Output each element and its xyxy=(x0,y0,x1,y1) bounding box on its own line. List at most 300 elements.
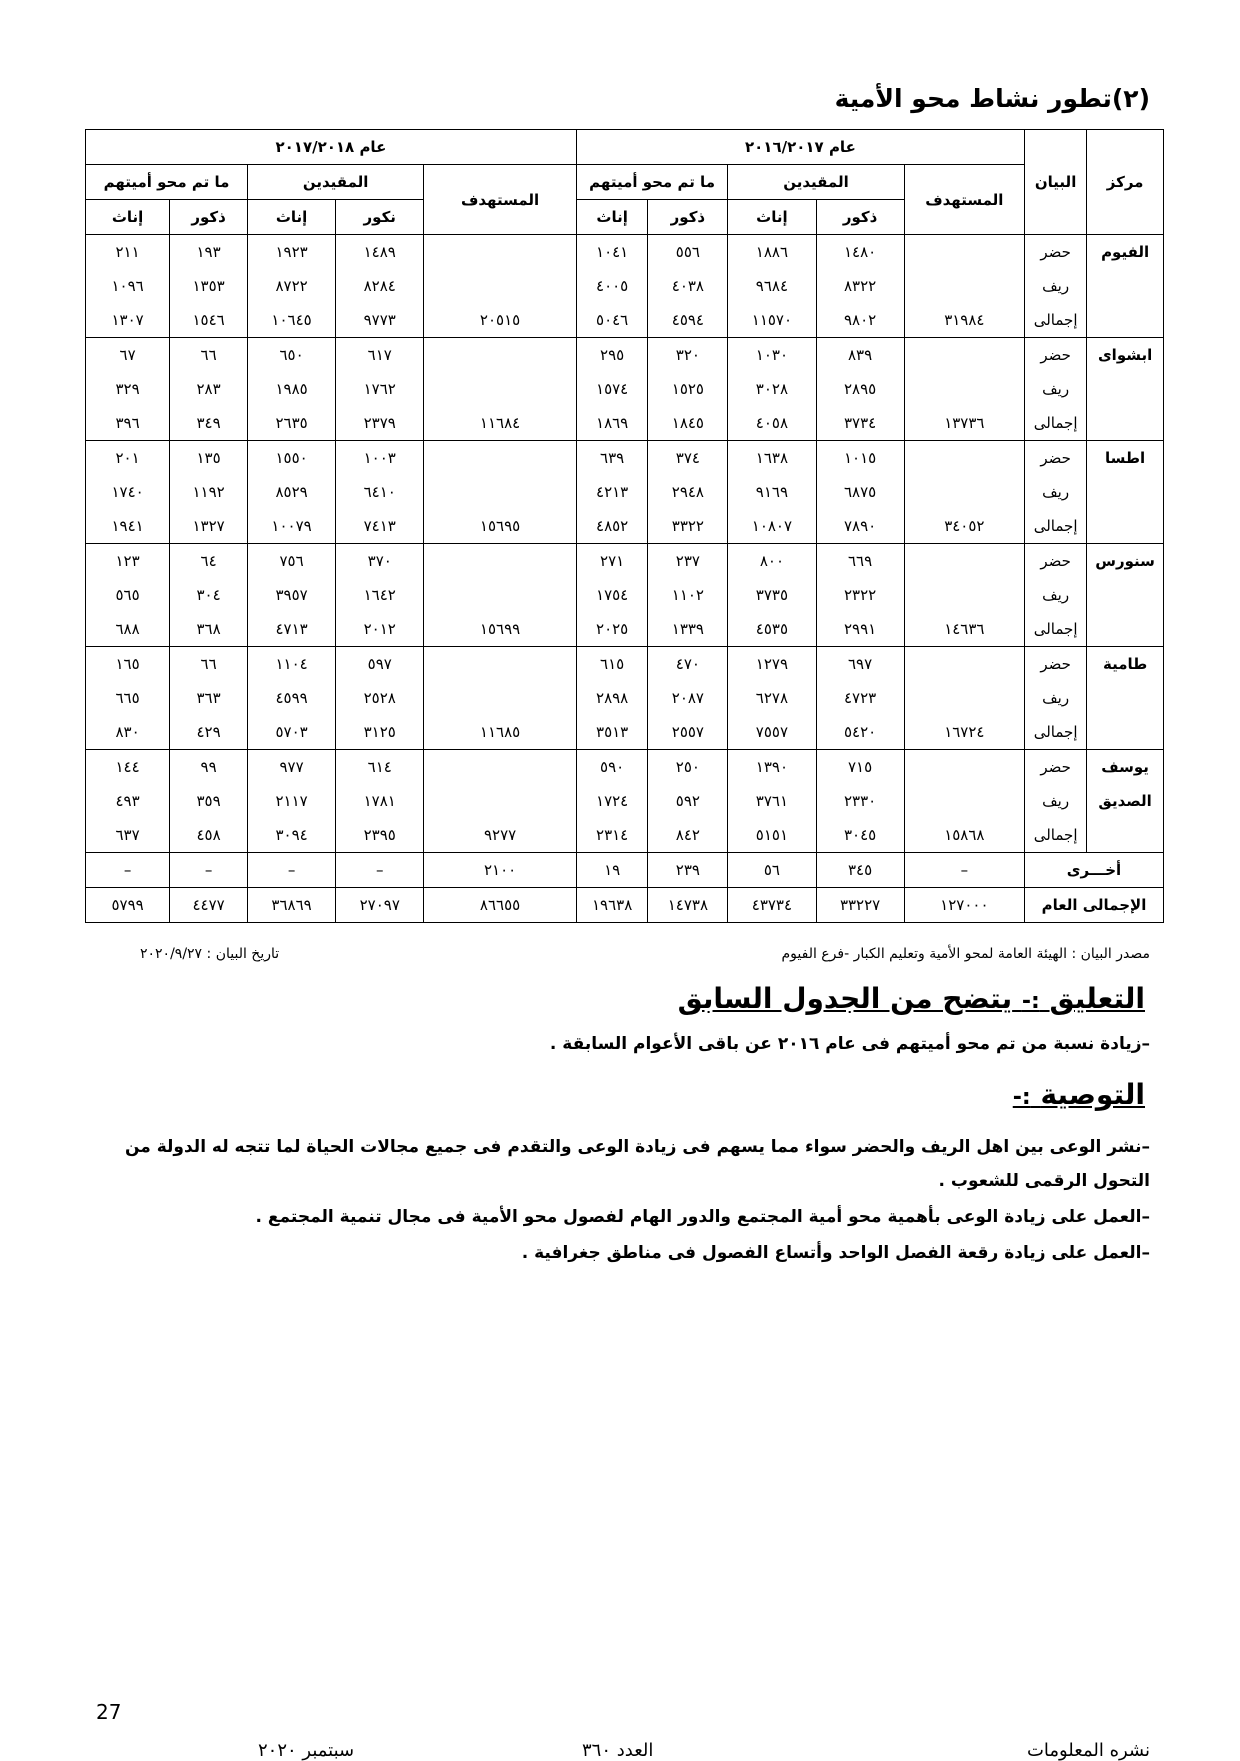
value-2016: ٥٩٠ xyxy=(600,758,625,776)
value-2016-column xyxy=(728,544,816,647)
value-2016: ٧٨٩٠ xyxy=(843,517,877,535)
target-2017-cell: ٩٢٧٧ xyxy=(483,826,517,844)
value-2017-column xyxy=(86,647,170,750)
value-2016: ٣٧٣٤ xyxy=(843,414,877,432)
total-cell: ٨٦٦٥٥ xyxy=(424,888,577,923)
value-2016: ٤٠٣٨ xyxy=(671,277,704,295)
value-2017: ١٠٠٣ xyxy=(363,449,396,467)
value-2016: ٣٠٢٨ xyxy=(755,380,789,398)
target-2017-cell: ١١٦٨٤ xyxy=(479,414,521,432)
header-female: إناث xyxy=(86,200,170,235)
value-2017: ١٣٥ xyxy=(196,449,221,467)
value-2016: ٤٨٥٢ xyxy=(596,517,629,535)
recommendation-title: التوصية xyxy=(1040,1078,1145,1111)
value-2017: ٦٥٠ xyxy=(279,346,304,364)
value-2016: ١٣٣٩ xyxy=(671,620,704,638)
value-2017: ١٢٣ xyxy=(115,552,140,570)
value-2016: ١٧٥٤ xyxy=(596,586,629,604)
header-target-2017: المستهدف xyxy=(424,165,577,235)
value-2017: ٦٤ xyxy=(200,552,217,570)
value-2016-column xyxy=(728,750,816,853)
row-type-column xyxy=(1025,750,1087,853)
value-2017: ١١٠٤ xyxy=(275,655,308,673)
target-2017-cell xyxy=(424,647,576,681)
value-2017: ٥٧٠٣ xyxy=(275,723,308,741)
total-cell: ٣٦٨٦٩ xyxy=(247,888,335,923)
value-2016-column xyxy=(576,338,648,441)
value-2017: ٣٢٩ xyxy=(115,380,140,398)
target-2017-cell xyxy=(424,338,576,372)
value-2016-column xyxy=(576,544,648,647)
other-cell: ٣٤٥ xyxy=(816,853,904,888)
value-2016: ١٨٦٩ xyxy=(596,414,629,432)
value-2016: ٢٧١ xyxy=(600,552,625,570)
value-2016: ٣٢٠ xyxy=(675,346,700,364)
value-2017: ٣٦٨ xyxy=(196,620,221,638)
table-row xyxy=(86,441,1164,544)
value-2016: ٢٨٩٨ xyxy=(596,689,629,707)
value-2017-column xyxy=(247,235,335,338)
target-2017-column xyxy=(424,647,577,750)
row-type-column xyxy=(1025,544,1087,647)
value-2016: ٢٠٢٥ xyxy=(596,620,629,638)
target-2017-cell xyxy=(424,235,576,269)
value-2016: ٥٥٦ xyxy=(675,243,700,261)
value-2016: ٩٦٨٤ xyxy=(755,277,789,295)
target-2016-column xyxy=(904,750,1024,853)
header-male: نكور xyxy=(336,200,424,235)
value-2017: ٦٦ xyxy=(200,346,217,364)
value-2017: ٣٦٣ xyxy=(196,689,221,707)
target-2016-cell xyxy=(905,475,1024,509)
target-2017-cell xyxy=(424,578,576,612)
value-2016: ٦٩٧ xyxy=(848,655,873,673)
value-2017: ١٦٥ xyxy=(115,655,140,673)
other-cell: ١٩ xyxy=(576,853,648,888)
value-2017-column xyxy=(247,441,335,544)
data-date: تاريخ البيان : ٢٠٢٠/٩/٢٧ xyxy=(140,946,280,962)
value-2016: ٣٣٢٢ xyxy=(671,517,704,535)
value-2016: ٤٧٢٣ xyxy=(843,689,877,707)
value-2017: ١٦٤٢ xyxy=(363,586,396,604)
comment-subtitle: يتضح من الجدول السابق xyxy=(677,982,1013,1015)
value-2017: ٢٥٢٨ xyxy=(363,689,396,707)
value-2017: ٢٣٩٥ xyxy=(363,826,396,844)
value-2016-column xyxy=(648,338,728,441)
value-2017-column xyxy=(86,750,170,853)
value-2016-column xyxy=(816,647,904,750)
value-2016: ١٠٣٠ xyxy=(755,346,789,364)
value-2017: ١٩٨٥ xyxy=(275,380,308,398)
value-2016: ٨٣٢٢ xyxy=(843,277,877,295)
value-2017: ٤٢٩ xyxy=(196,723,221,741)
value-2017: ١٣٥٣ xyxy=(192,277,225,295)
value-2016: ٣٧٣٥ xyxy=(755,586,789,604)
row-type: ريف xyxy=(1042,277,1070,295)
row-type: حضر xyxy=(1040,243,1071,261)
value-2017: ١٠٩٦ xyxy=(111,277,144,295)
other-cell: – xyxy=(904,853,1024,888)
total-cell: ١٢٧٠٠٠ xyxy=(904,888,1024,923)
value-2017: ٦٦٥ xyxy=(115,689,140,707)
target-2016-column xyxy=(904,544,1024,647)
page-title: (٢)تطور نشاط محو الأمية xyxy=(834,84,1150,113)
value-2017: ٤٩٣ xyxy=(115,792,140,810)
value-2016-column xyxy=(576,441,648,544)
value-2017: ١٩٢٣ xyxy=(275,243,308,261)
row-type: ريف xyxy=(1042,483,1070,501)
target-2016-cell: ١٦٧٢٤ xyxy=(944,723,985,741)
value-2017: ٨٥٢٩ xyxy=(275,483,308,501)
value-2017-column xyxy=(336,750,424,853)
value-2016: ٤٧٠ xyxy=(675,655,700,673)
target-2016-cell: ١٥٨٦٨ xyxy=(944,826,985,844)
value-2017: ٥٦٥ xyxy=(115,586,140,604)
value-2016: ١٠٨٠٧ xyxy=(751,517,793,535)
row-type: ريف xyxy=(1042,792,1070,810)
row-type: ريف xyxy=(1042,380,1070,398)
value-2017: ٢٦٣٥ xyxy=(275,414,308,432)
value-2017: ٩٩ xyxy=(200,758,217,776)
header-enrolled-2016: المقيدين xyxy=(728,165,904,200)
header-statement: البيان xyxy=(1025,130,1087,235)
target-2016-column xyxy=(904,235,1024,338)
value-2016: ٢٣٧ xyxy=(675,552,700,570)
header-target-2016: المستهدف xyxy=(904,165,1024,235)
row-type: إجمالى xyxy=(1033,414,1078,432)
target-2017-column xyxy=(424,750,577,853)
total-cell: ٤٤٧٧ xyxy=(170,888,248,923)
value-2016: ٢٣٣٠ xyxy=(843,792,877,810)
recommendation-separator: :- xyxy=(1012,1085,1031,1110)
value-2017-column xyxy=(336,544,424,647)
value-2017-column xyxy=(86,441,170,544)
value-2017: ١٩٤١ xyxy=(111,517,144,535)
value-2016: ١٦٣٨ xyxy=(755,449,789,467)
target-2016-cell xyxy=(905,544,1024,578)
value-2017: ١٩٣ xyxy=(196,243,221,261)
value-2016: ٥٠٤٦ xyxy=(596,311,629,329)
target-2017-cell: ١١٦٨٥ xyxy=(479,723,521,741)
value-2017-column xyxy=(170,441,248,544)
recommendation-item: –العمل على زيادة الوعى بأهمية محو أمية المجتمع والدور الهام لفصول محو الأمية فى مجال تنمية المجتمع . xyxy=(255,1207,1150,1227)
row-type: ريف xyxy=(1042,586,1070,604)
value-2016: ٤٢١٣ xyxy=(596,483,629,501)
value-2016: ٣٧٤ xyxy=(675,449,700,467)
row-type: إجمالى xyxy=(1033,311,1078,329)
value-2016: ٤٠٥٨ xyxy=(755,414,789,432)
table-row xyxy=(86,235,1164,338)
row-type: ريف xyxy=(1042,689,1070,707)
value-2017: ١٥٤٦ xyxy=(192,311,225,329)
target-2016-cell: ١٤٦٣٦ xyxy=(944,620,985,638)
value-2017: ١٠٦٤٥ xyxy=(271,311,312,329)
value-2016: ٦٦٩ xyxy=(848,552,873,570)
target-2017-cell xyxy=(424,475,576,509)
header-female: إناث xyxy=(576,200,648,235)
row-type-column xyxy=(1025,235,1087,338)
value-2017: ١٧٤٠ xyxy=(111,483,144,501)
value-2016: ٦٣٩ xyxy=(600,449,625,467)
row-type-column xyxy=(1025,441,1087,544)
row-type-column xyxy=(1025,338,1087,441)
table-row xyxy=(86,544,1164,647)
target-2017-column xyxy=(424,235,577,338)
header-male: ذكور xyxy=(816,200,904,235)
value-2017: ٤٥٨ xyxy=(196,826,221,844)
target-2017-cell xyxy=(424,544,576,578)
target-2017-cell xyxy=(424,681,576,715)
table-row xyxy=(86,338,1164,441)
value-2017-column xyxy=(336,338,424,441)
value-2017-column xyxy=(170,647,248,750)
recommendation-heading xyxy=(1013,1078,1145,1111)
value-2017: ٤٥٩٩ xyxy=(275,689,308,707)
value-2016: ٢٩٩١ xyxy=(843,620,877,638)
header-done-2017: ما تم محو أميتهم xyxy=(86,165,248,200)
center-name: يوسف الصديق xyxy=(1087,750,1164,853)
row-type: إجمالى xyxy=(1033,620,1078,638)
value-2016: ٢٩٥ xyxy=(600,346,625,364)
value-2017: ٢٠١٢ xyxy=(363,620,396,638)
value-2016: ٣٧٦١ xyxy=(755,792,789,810)
value-2016-column xyxy=(648,544,728,647)
other-cell: – xyxy=(86,853,170,888)
value-2016: ٢٥٠ xyxy=(675,758,700,776)
value-2016: ١٥٧٤ xyxy=(596,380,629,398)
value-2016: ٤٠٠٥ xyxy=(596,277,629,295)
value-2017: ١٤٨٩ xyxy=(363,243,396,261)
row-type-column xyxy=(1025,647,1087,750)
value-2017: ١٠٠٧٩ xyxy=(271,517,312,535)
recommendation-item: –نشر الوعى بين اهل الريف والحضر سواء مما يسهم فى زيادة الوعى والتقدم فى جميع مجالات الحياة لما تتجه له الدولة من التحول الرقمى للشعوب . xyxy=(124,1137,1150,1191)
value-2016: ٧٥٥٧ xyxy=(755,723,789,741)
value-2016-column xyxy=(728,647,816,750)
value-2017: ٦١٤ xyxy=(367,758,392,776)
value-2017: ٦٧ xyxy=(119,346,136,364)
center-name: طامية xyxy=(1087,647,1164,750)
total-label: الإجمالى العام xyxy=(1025,888,1164,923)
target-2017-cell xyxy=(424,784,576,818)
center-name: الفيوم xyxy=(1087,235,1164,338)
value-2017-column xyxy=(86,338,170,441)
target-2017-cell xyxy=(424,441,576,475)
target-2016-cell xyxy=(905,338,1024,372)
target-2016-cell: ١٣٧٣٦ xyxy=(944,414,985,432)
value-2016: ١٠١٥ xyxy=(843,449,877,467)
value-2016-column xyxy=(728,235,816,338)
total-cell: ١٤٧٣٨ xyxy=(648,888,728,923)
other-cell: ٢١٠٠ xyxy=(424,853,577,888)
center-name: ابشواى xyxy=(1087,338,1164,441)
value-2016-column xyxy=(816,750,904,853)
total-cell: ٤٣٧٣٤ xyxy=(728,888,816,923)
target-2017-column xyxy=(424,338,577,441)
value-2016: ١٧٢٤ xyxy=(596,792,629,810)
value-2016: ١١٥٧٠ xyxy=(751,311,793,329)
value-2017: ١٣٢٧ xyxy=(192,517,225,535)
value-2017: ٧٤١٣ xyxy=(363,517,396,535)
value-2016: ٦٨٧٥ xyxy=(843,483,877,501)
value-2016: ١٨٤٥ xyxy=(671,414,704,432)
value-2016: ٢٨٩٥ xyxy=(843,380,877,398)
value-2016-column xyxy=(576,235,648,338)
value-2017-column xyxy=(336,441,424,544)
value-2016: ٨٠٠ xyxy=(759,552,784,570)
total-cell: ٥٧٩٩ xyxy=(86,888,170,923)
value-2017: ٣٤٩ xyxy=(196,414,221,432)
value-2017: ٨٢٨٤ xyxy=(363,277,396,295)
header-enrolled-2017: المقيدين xyxy=(247,165,423,200)
value-2017: ٦١٧ xyxy=(367,346,392,364)
header-male: ذكور xyxy=(170,200,248,235)
page-number: 27 xyxy=(96,1700,122,1724)
header-done-2016: ما تم محو أميتهم xyxy=(576,165,728,200)
header-male: ذكور xyxy=(648,200,728,235)
value-2016: ٤٥٣٥ xyxy=(755,620,789,638)
value-2016: ٨٣٩ xyxy=(848,346,873,364)
header-female: إناث xyxy=(728,200,816,235)
comment-text: –زيادة نسبة من تم محو أميتهم فى عام ٢٠١٦ عن باقى الأعوام السابقة . xyxy=(549,1034,1150,1054)
value-2016-column xyxy=(648,441,728,544)
value-2016: ١٤٨٠ xyxy=(843,243,877,261)
value-2016-column xyxy=(648,647,728,750)
value-2017-column xyxy=(170,544,248,647)
value-2017: ١١٩٢ xyxy=(192,483,225,501)
total-cell: ٣٣٢٢٧ xyxy=(816,888,904,923)
comment-heading xyxy=(678,982,1145,1015)
value-2017-column xyxy=(170,235,248,338)
value-2016: ٣٥١٣ xyxy=(596,723,629,741)
table-row xyxy=(86,750,1164,853)
other-cell: ٥٦ xyxy=(728,853,816,888)
value-2016: ١١٠٢ xyxy=(671,586,704,604)
value-2016-column xyxy=(816,338,904,441)
total-row xyxy=(86,888,1164,923)
row-type: إجمالى xyxy=(1033,826,1078,844)
value-2016-column xyxy=(576,750,648,853)
target-2017-cell xyxy=(424,372,576,406)
value-2017: ١٣٠٧ xyxy=(111,311,144,329)
value-2017: ١٧٦٢ xyxy=(363,380,396,398)
value-2017: ٣٩٥٧ xyxy=(275,586,308,604)
other-label: أخـــرى xyxy=(1025,853,1164,888)
value-2017: ٢٨٣ xyxy=(196,380,221,398)
value-2017-column xyxy=(170,338,248,441)
target-2016-cell xyxy=(905,750,1024,784)
recommendation-item: –العمل على زيادة رقعة الفصل الواحد وأتساع الفصول فى مناطق جغرافية . xyxy=(521,1243,1150,1263)
value-2017-column xyxy=(247,750,335,853)
target-2017-cell xyxy=(424,750,576,784)
target-2016-cell: ٣١٩٨٤ xyxy=(944,311,985,329)
value-2016: ١٥٢٥ xyxy=(671,380,704,398)
target-2017-cell: ٢٠٥١٥ xyxy=(479,311,521,329)
value-2016: ٢٩٤٨ xyxy=(671,483,704,501)
value-2017: ١٤٤ xyxy=(115,758,140,776)
value-2016: ٥٤٢٠ xyxy=(843,723,877,741)
value-2016-column xyxy=(816,441,904,544)
value-2016: ٦١٥ xyxy=(600,655,625,673)
target-2016-cell xyxy=(905,269,1024,303)
footer-publication: نشره المعلومات xyxy=(1026,1740,1150,1761)
value-2016-column xyxy=(648,750,728,853)
row-type: حضر xyxy=(1040,655,1071,673)
header-center: مركز xyxy=(1087,130,1164,235)
value-2016: ٧١٥ xyxy=(848,758,873,776)
target-2016-cell xyxy=(905,578,1024,612)
table-row xyxy=(86,647,1164,750)
value-2017: ٦٦ xyxy=(200,655,217,673)
comment-separator: :- xyxy=(1021,989,1040,1014)
value-2017-column xyxy=(247,647,335,750)
literacy-table xyxy=(85,129,1164,923)
value-2017: ٣٠٩٤ xyxy=(275,826,308,844)
value-2016: ٢٣٢٢ xyxy=(843,586,877,604)
target-2016-cell xyxy=(905,441,1024,475)
value-2017: ٣٥٩ xyxy=(196,792,221,810)
value-2017: ٢٠١ xyxy=(115,449,140,467)
value-2016-column xyxy=(728,441,816,544)
value-2017: ٨٣٠ xyxy=(115,723,140,741)
target-2016-cell xyxy=(905,372,1024,406)
value-2017: ٣٩٦ xyxy=(115,414,140,432)
value-2017-column xyxy=(247,338,335,441)
value-2017: ٥٩٧ xyxy=(367,655,392,673)
value-2016: ٤٥٩٤ xyxy=(671,311,704,329)
value-2017: ٦٨٨ xyxy=(115,620,140,638)
value-2016: ٥١٥١ xyxy=(755,826,789,844)
target-2017-column xyxy=(424,544,577,647)
value-2016-column xyxy=(648,235,728,338)
target-2017-cell xyxy=(424,269,576,303)
value-2016-column xyxy=(816,544,904,647)
target-2016-cell xyxy=(905,681,1024,715)
other-cell: – xyxy=(336,853,424,888)
value-2017: ٢١١ xyxy=(115,243,140,261)
row-type: إجمالى xyxy=(1033,723,1078,741)
value-2017: ٤٧١٣ xyxy=(275,620,308,638)
value-2016: ٩٨٠٢ xyxy=(843,311,877,329)
header-year-2016: عام ٢٠١٦/٢٠١٧ xyxy=(576,130,1024,165)
target-2016-column xyxy=(904,338,1024,441)
value-2016: ٩١٦٩ xyxy=(755,483,789,501)
target-2016-cell: ٣٤٠٥٢ xyxy=(944,517,985,535)
center-name: سنورس xyxy=(1087,544,1164,647)
value-2016: ١٣٩٠ xyxy=(755,758,789,776)
value-2017: ١٧٨١ xyxy=(363,792,396,810)
other-cell: – xyxy=(170,853,248,888)
value-2017-column xyxy=(170,750,248,853)
value-2017-column xyxy=(336,235,424,338)
target-2017-column xyxy=(424,441,577,544)
row-type: حضر xyxy=(1040,449,1071,467)
value-2017-column xyxy=(336,647,424,750)
value-2016: ١٠٤١ xyxy=(596,243,629,261)
target-2017-cell: ١٥٦٩٥ xyxy=(479,517,521,535)
value-2017: ٢١١٧ xyxy=(275,792,308,810)
value-2017-column xyxy=(247,544,335,647)
value-2016: ٣٠٤٥ xyxy=(843,826,877,844)
center-name: اطسا xyxy=(1087,441,1164,544)
value-2017: ٩٧٧ xyxy=(279,758,304,776)
value-2017: ٢٣٧٩ xyxy=(363,414,396,432)
value-2017: ٦٤١٠ xyxy=(363,483,396,501)
header-year-2017: عام ٢٠١٧/٢٠١٨ xyxy=(86,130,577,165)
value-2017-column xyxy=(86,544,170,647)
value-2016: ٢٣١٤ xyxy=(596,826,629,844)
target-2016-cell xyxy=(905,235,1024,269)
data-source: مصدر البيان : الهيئة العامة لمحو الأمية وتعليم الكبار -فرع الفيوم xyxy=(781,946,1150,962)
